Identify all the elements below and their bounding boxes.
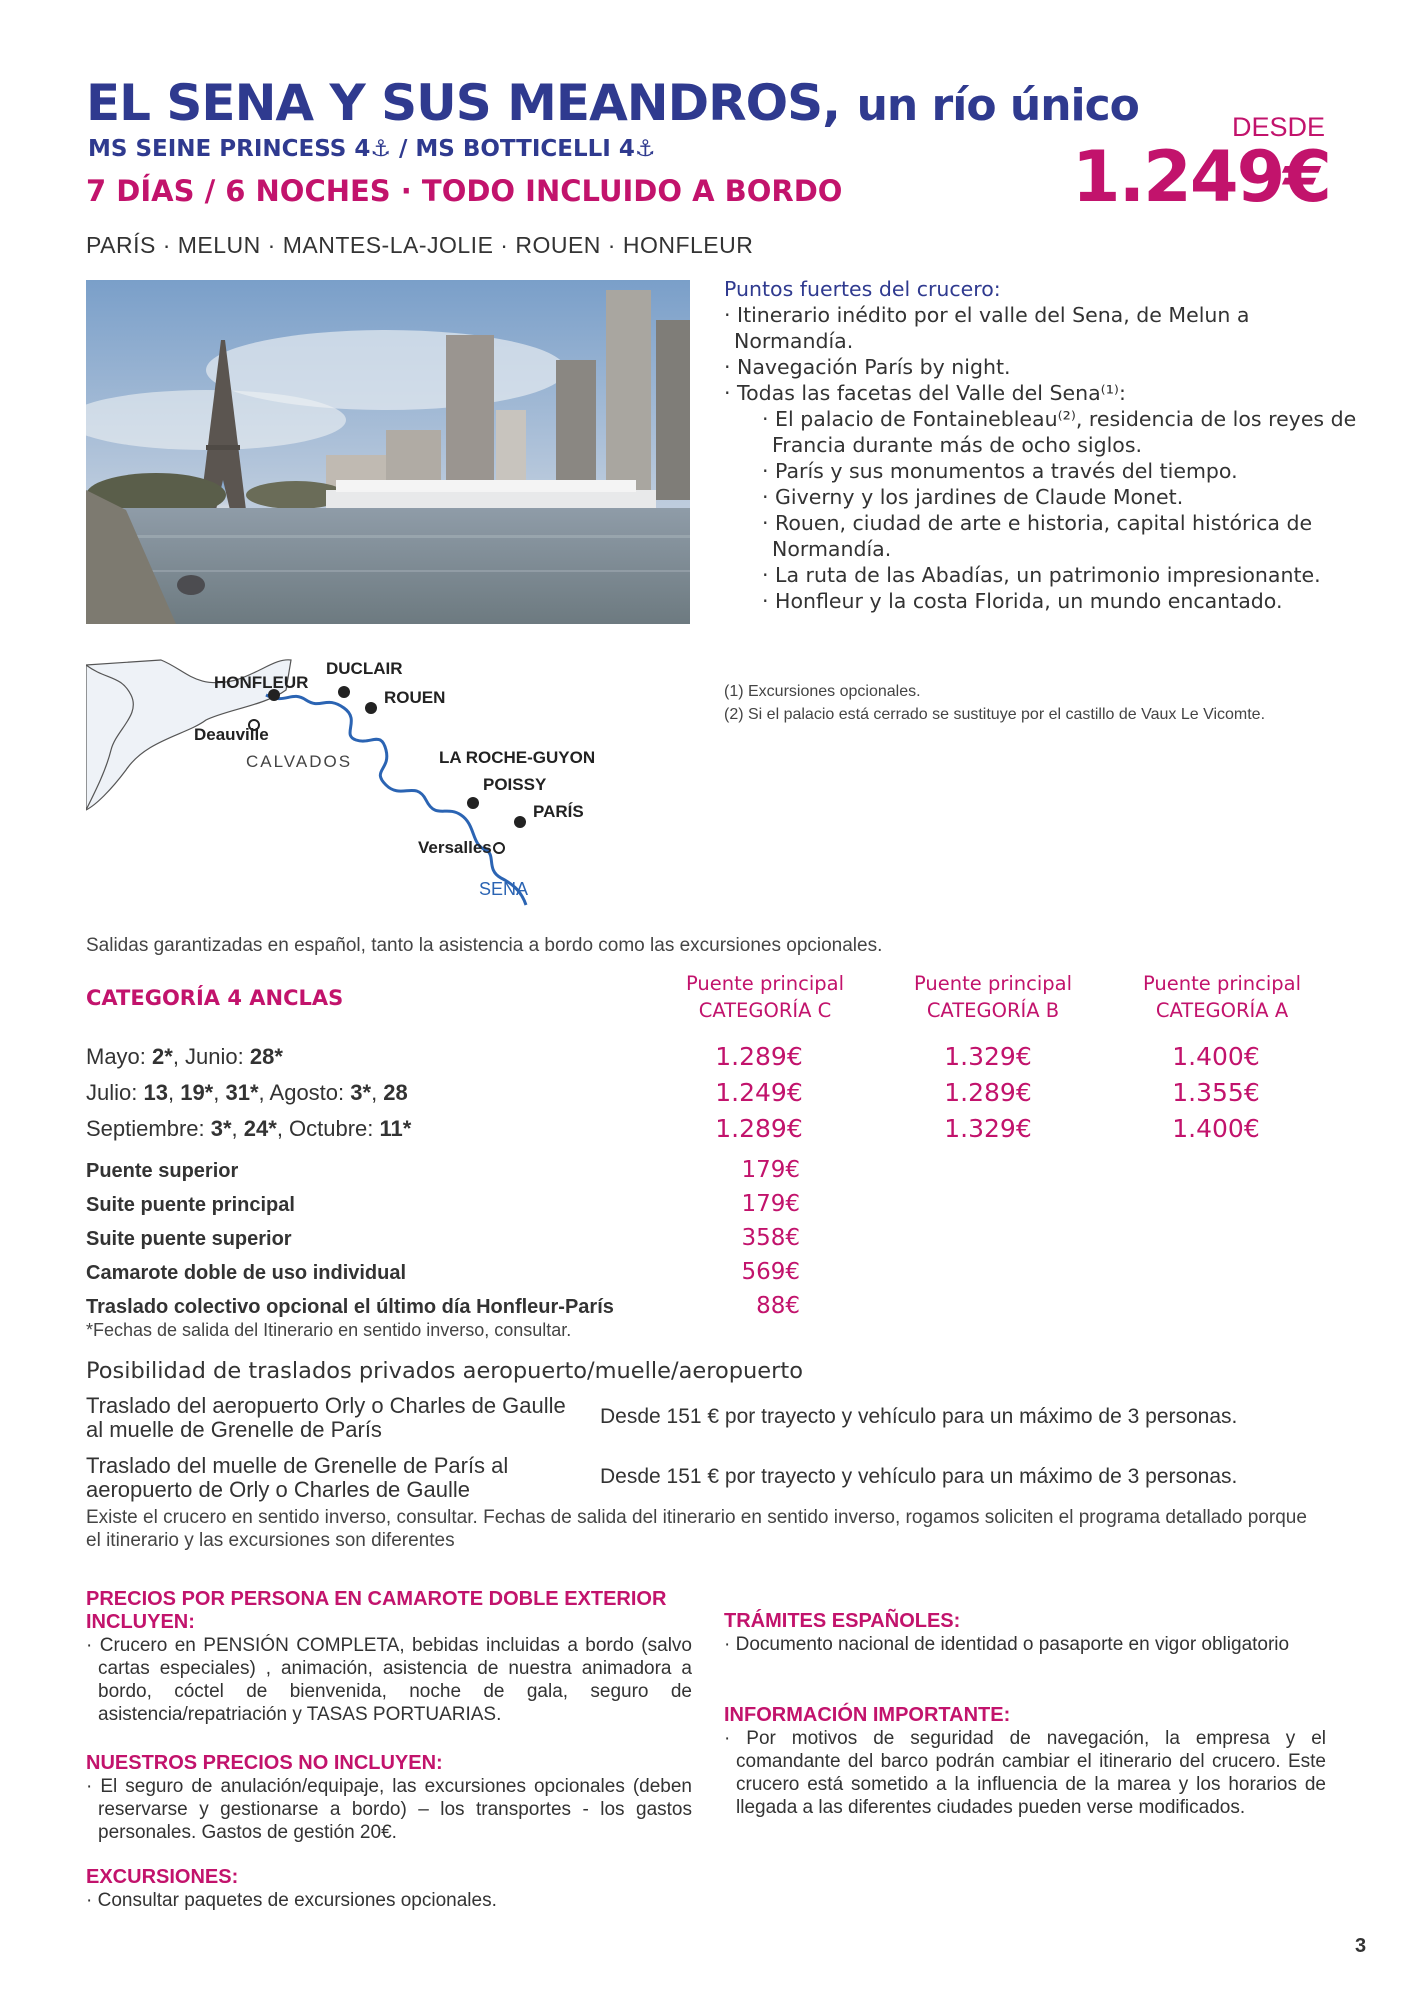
col-header-line2: CATEGORÍA C <box>698 999 832 1022</box>
supplement-label: Suite puente principal <box>86 1194 295 1216</box>
footnotes <box>724 680 1364 726</box>
route-map <box>86 650 606 910</box>
supplement-label: Camarote doble de uso individual <box>86 1262 407 1284</box>
fechas-note: *Fechas de salida del Itinerario en sentido inverso, consultar. <box>86 1320 572 1340</box>
desde-price: 1.249€ <box>1071 136 1330 218</box>
section-incluyen <box>86 1588 692 1726</box>
map-graphic <box>86 650 606 910</box>
highlights-title: Puntos fuertes del crucero: <box>724 277 1001 301</box>
map-label-laroche: LA ROCHE-GUYON <box>439 748 596 767</box>
tramites-title: TRÁMITES ESPAÑOLES: <box>724 1610 961 1632</box>
highlight-subitem: · La ruta de las Abadías, un patrimonio impresionante. <box>762 563 1321 587</box>
col-header-line2: CATEGORÍA B <box>926 999 1060 1022</box>
info-title: INFORMACIÓN IMPORTANTE: <box>724 1704 1011 1726</box>
price-cell: 1.329€ <box>944 1114 1032 1143</box>
col-header-line2: CATEGORÍA A <box>1155 999 1289 1022</box>
photo-illustration <box>86 280 690 624</box>
incluyen-body: · Crucero en PENSIÓN COMPLETA, bebidas incluidas a bordo (salvo cartas especiales) , animación, asistencia de nuestra animadora a bordo, cóctel de bienvenida, noche de gala, seguro de asistencia/repatriación y TASAS PORTUARIAS. <box>86 1635 692 1725</box>
incluyen-title: PRECIOS POR PERSONA EN CAMAROTE DOBLE EXTERIOR INCLUYEN: <box>86 1588 667 1633</box>
date-day: 11* <box>379 1116 412 1141</box>
salidas-note: Salidas garantizadas en español, tanto la asistencia a bordo como las excursiones opcionales. <box>86 935 883 956</box>
price-cell: 1.289€ <box>715 1114 803 1143</box>
date-day: 19* <box>180 1080 214 1105</box>
supplement-value: 179€ <box>741 1191 800 1217</box>
map-label-poissy: POISSY <box>483 775 547 794</box>
category-title: CATEGORÍA 4 ANCLAS <box>86 986 344 1010</box>
date-row <box>86 1116 411 1142</box>
marker-paris <box>514 816 526 828</box>
map-label-sena: SENA <box>479 879 529 899</box>
section-no-incluyen <box>86 1752 692 1844</box>
traslado-label: Traslado del muelle de Grenelle de París al aeropuerto de Orly o Charles de Gaulle <box>86 1453 509 1502</box>
col-header-a <box>1122 970 1322 1024</box>
desde-label: DESDE <box>1231 112 1325 142</box>
inverso-note: Existe el crucero en sentido inverso, consultar. Fechas de salida del itinerario en sentido inverso, rogamos soliciten el programa detallado porque el itinerario y las excursiones son diferentes <box>86 1507 1307 1551</box>
highlight-subitem: · París y sus monumentos a través del tiempo. <box>762 459 1238 483</box>
marker-versalles <box>494 843 504 853</box>
traslado-label: Traslado del aeropuerto Orly o Charles de Gaulle al muelle de Grenelle de París <box>86 1393 566 1442</box>
footnote-1: (1) Excursiones opcionales. <box>724 683 921 700</box>
supplement-label: Puente superior <box>86 1160 239 1182</box>
price-cell: 1.249€ <box>715 1078 803 1107</box>
price-cell: 1.329€ <box>944 1042 1032 1071</box>
highlight-item: · Todas las facetas del Valle del Sena⁽¹⁾: <box>724 381 1126 405</box>
no-incluyen-body: · El seguro de anulación/equipaje, las excursiones opcionales (deben reservarse y gestionarse a bordo) – los transportes - los gastos personales. Gastos de gestión 20€. <box>86 1776 692 1843</box>
section-tramites <box>724 1610 1326 1656</box>
marker-poissy <box>467 797 479 809</box>
marker-rouen <box>365 702 377 714</box>
date-text: , Junio: <box>172 1044 250 1069</box>
date-row <box>86 1044 283 1070</box>
map-label-versalles: Versalles <box>418 838 492 857</box>
page-title <box>86 74 1139 132</box>
price-cell: 1.355€ <box>1172 1078 1260 1107</box>
traslado-desc: Desde 151 € por trayecto y vehículo para un máximo de 3 personas. <box>600 1465 1238 1488</box>
date-text: , <box>213 1080 226 1105</box>
supplement-label: Suite puente superior <box>86 1228 292 1250</box>
highlight-subitem: · Giverny y los jardines de Claude Monet. <box>762 485 1184 509</box>
price-cell: 1.289€ <box>715 1042 803 1071</box>
date-text: , <box>371 1080 384 1105</box>
highlight-item: · Navegación París by night. <box>724 355 1011 379</box>
excursiones-title: EXCURSIONES: <box>86 1866 239 1888</box>
highlight-subitem: · El palacio de Fontainebleau⁽²⁾, residencia de los reyes de Francia durante más de ocho siglos. <box>762 407 1357 457</box>
supplement-label: Traslado colectivo opcional el último día Honfleur-París <box>86 1296 614 1318</box>
map-label-honfleur: HONFLEUR <box>214 673 309 692</box>
date-row <box>86 1080 408 1106</box>
date-text: , Agosto: <box>258 1080 351 1105</box>
no-incluyen-title: NUESTROS PRECIOS NO INCLUYEN: <box>86 1752 443 1774</box>
info-body: · Por motivos de seguridad de navegación, la empresa y el comandante del barco podrán cambiar el itinerario del crucero. Este crucero está sometido a la influencia de la marea y los horarios de llegada a las diferentes ciudades pueden verse modificados. <box>724 1728 1326 1818</box>
price-cell: 1.289€ <box>944 1078 1032 1107</box>
map-label-paris: PARÍS <box>533 802 584 821</box>
title-main: EL SENA Y SUS MEANDROS, <box>86 74 841 132</box>
map-label-deauville: Deauville <box>194 725 269 744</box>
duration-label: 7 DÍAS / 6 NOCHES · TODO INCLUIDO A BORDO <box>86 174 843 208</box>
col-header-line1: Puente principal <box>1142 972 1302 995</box>
tramites-body: · Documento nacional de identidad o pasaporte en vigor obligatorio <box>724 1634 1290 1655</box>
date-text: , <box>167 1080 181 1105</box>
title-sub: un río único <box>856 80 1139 131</box>
date-text: , <box>231 1116 244 1141</box>
marker-duclair <box>338 686 350 698</box>
highlight-item: · Itinerario inédito por el valle del Sena, de Melun a Normandía. <box>724 303 1250 353</box>
traslados-title: Posibilidad de traslados privados aeropuerto/muelle/aeropuerto <box>86 1358 803 1384</box>
footnote-2: (2) Si el palacio está cerrado se sustituye por el castillo de Vaux Le Vicomte. <box>724 706 1266 723</box>
date-day: 13 <box>143 1080 168 1105</box>
date-day: 31* <box>225 1080 259 1105</box>
highlight-subitem: · Rouen, ciudad de arte e historia, capital histórica de Normandía. <box>762 511 1313 561</box>
col-header-b <box>893 970 1093 1024</box>
date-text: Mayo: <box>86 1044 153 1069</box>
col-header-line1: Puente principal <box>685 972 845 995</box>
supplement-value: 569€ <box>741 1259 800 1285</box>
map-label-calvados: CALVADOS <box>246 752 353 771</box>
highlight-subitem: · Honfleur y la costa Florida, un mundo encantado. <box>762 589 1283 613</box>
ship-names: MS SEINE PRINCESS 4⚓ / MS BOTTICELLI 4⚓ <box>88 136 656 162</box>
section-info <box>724 1704 1326 1819</box>
section-excursiones <box>86 1866 692 1912</box>
date-day: 28* <box>249 1044 283 1069</box>
page-number: 3 <box>1355 1935 1367 1957</box>
price-cell: 1.400€ <box>1172 1042 1260 1071</box>
col-header-c <box>665 970 865 1024</box>
date-day: 28 <box>383 1080 408 1105</box>
map-label-rouen: ROUEN <box>384 688 446 707</box>
date-text: Julio: <box>86 1080 144 1105</box>
supplement-value: 179€ <box>741 1157 800 1183</box>
excursiones-body: · Consultar paquetes de excursiones opcionales. <box>86 1890 497 1911</box>
highlights <box>724 276 1364 614</box>
date-day: 3* <box>210 1116 232 1141</box>
map-label-duclair: DUCLAIR <box>326 659 403 678</box>
traslado-desc: Desde 151 € por trayecto y vehículo para un máximo de 3 personas. <box>600 1405 1238 1428</box>
price-cell: 1.400€ <box>1172 1114 1260 1143</box>
supplement-value: 88€ <box>756 1293 800 1319</box>
date-day: 2* <box>152 1044 173 1069</box>
supplement-value: 358€ <box>741 1225 800 1251</box>
date-day: 3* <box>350 1080 372 1105</box>
date-day: 24* <box>243 1116 277 1141</box>
col-header-line1: Puente principal <box>913 972 1073 995</box>
photo-paris-seine <box>86 280 690 624</box>
route: PARÍS · MELUN · MANTES-LA-JOLIE · ROUEN · HONFLEUR <box>86 232 754 258</box>
date-text: , Octubre: <box>276 1116 380 1141</box>
date-text: Septiembre: <box>86 1116 211 1141</box>
